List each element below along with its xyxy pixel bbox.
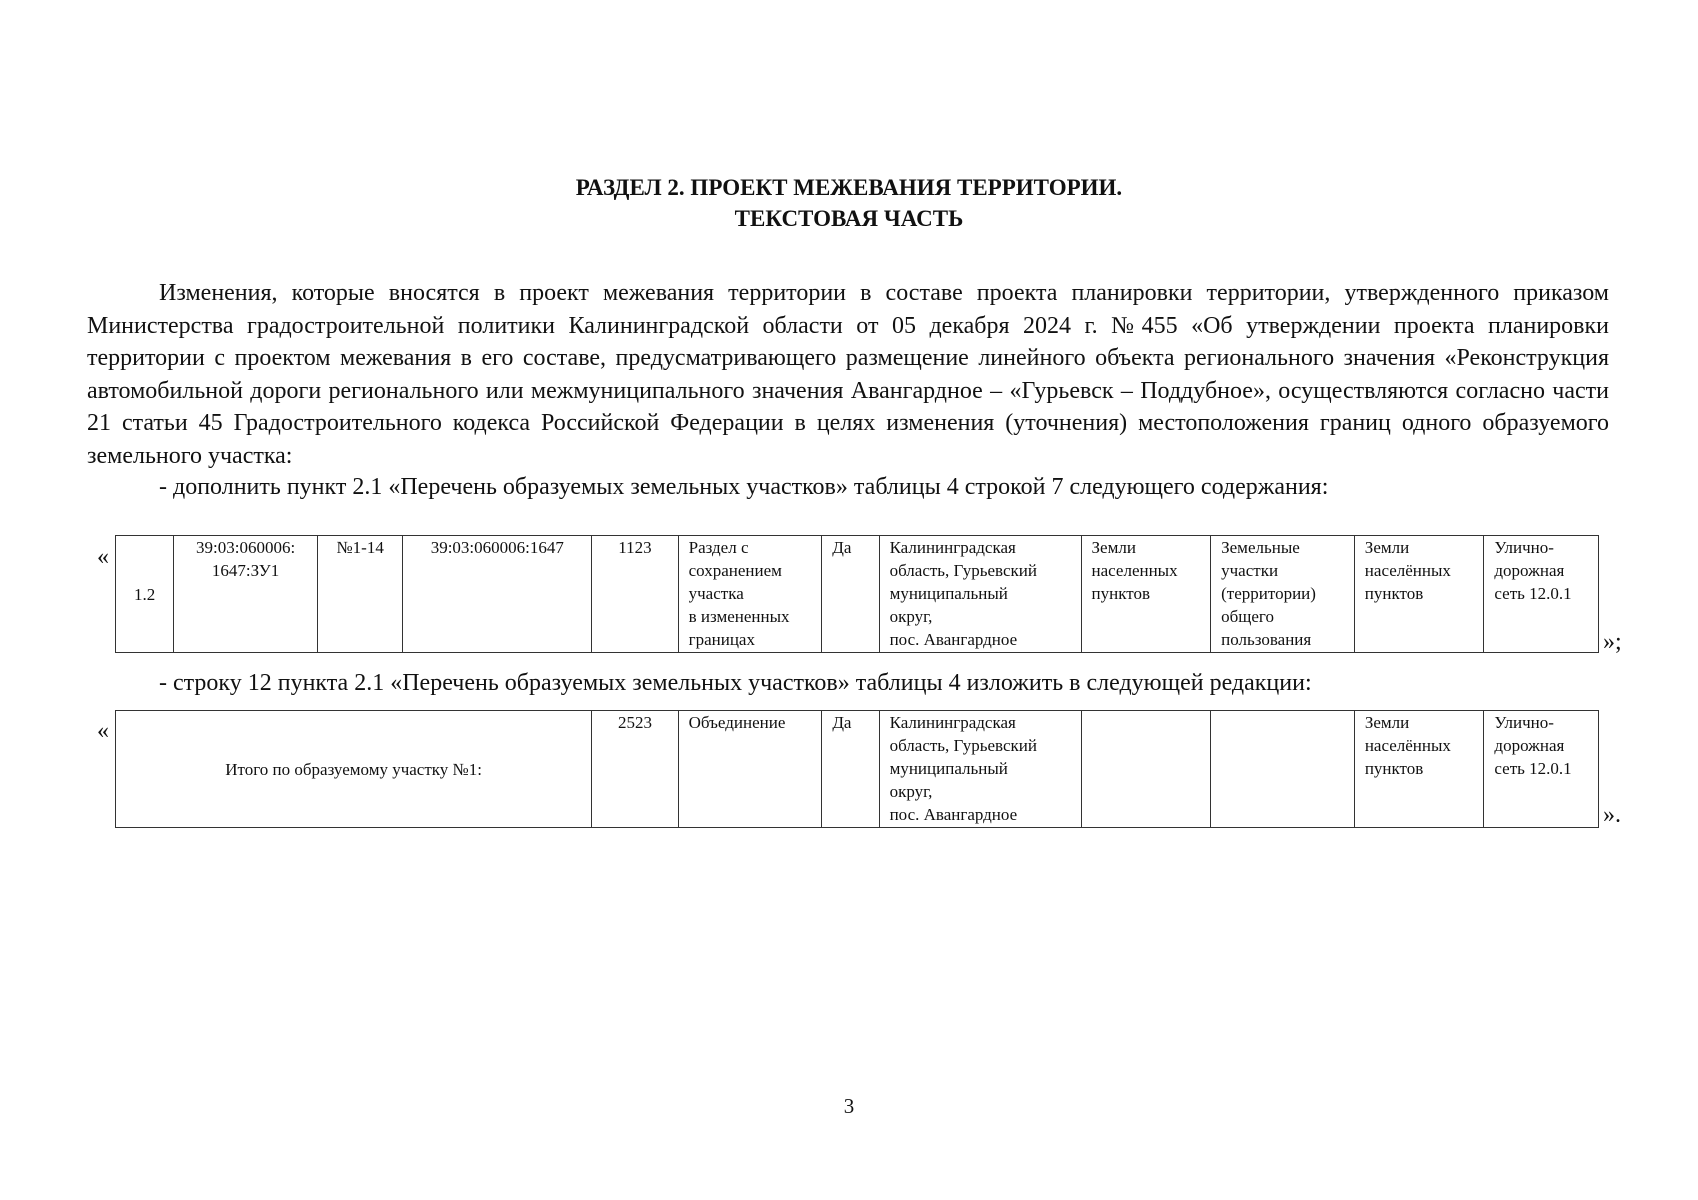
cell-total-label: Итого по образуемому участку №1: <box>116 711 592 828</box>
cell-permitted-use-before <box>1211 711 1355 828</box>
table-row <box>116 711 1599 828</box>
cell-land-category-before: Земли населенных пунктов <box>1081 536 1211 653</box>
cell-permitted-use-before: Земельные участки (территории) общего пользования <box>1211 536 1355 653</box>
cell-area: 1123 <box>592 536 678 653</box>
cell-land-category-before <box>1081 711 1211 828</box>
cell-boundary-points: №1-14 <box>317 536 402 653</box>
cell-area: 2523 <box>592 711 678 828</box>
cell-land-category-after: Земли населённых пунктов <box>1354 536 1484 653</box>
intro-block <box>87 277 1609 472</box>
page-number: 3 <box>843 1094 855 1118</box>
cell-formation-method: Объединение <box>678 711 822 828</box>
table-row <box>116 536 1599 653</box>
cell-flag: Да <box>822 711 879 828</box>
cell-flag: Да <box>822 536 879 653</box>
table2-open-quote: « <box>97 718 109 744</box>
cell-source-parcel: 39:03:060006:1647 <box>403 536 592 653</box>
instruction-add-row: - дополнить пункт 2.1 «Перечень образуемых земельных участков» таблицы 4 строкой 7 следующего содержания: <box>159 474 1329 500</box>
table2-close-quote: ». <box>1603 802 1621 828</box>
cell-land-category-after: Земли населённых пунктов <box>1354 711 1484 828</box>
cell-address: Калининградская область, Гурьевский муниципальный округ, пос. Авангардное <box>879 711 1081 828</box>
section-title-line-2: ТЕКСТОВАЯ ЧАСТЬ <box>734 206 964 231</box>
cell-formation-method: Раздел с сохранением участка в измененных границах <box>678 536 822 653</box>
cell-permitted-use-after: Улично- дорожная сеть 12.0.1 <box>1484 536 1599 653</box>
cell-parcel-designation: 39:03:060006: 1647:ЗУ1 <box>174 536 318 653</box>
cell-row-number: 1.2 <box>116 536 174 653</box>
table1-close-quote: »; <box>1603 629 1622 655</box>
table1-open-quote: « <box>97 544 109 570</box>
cell-permitted-use-after: Улично- дорожная сеть 12.0.1 <box>1484 711 1599 828</box>
table-added-row <box>115 535 1599 653</box>
section-title-line-1: РАЗДЕЛ 2. ПРОЕКТ МЕЖЕВАНИЯ ТЕРРИТОРИИ. <box>575 175 1123 200</box>
cell-address: Калининградская область, Гурьевский муниципальный округ, пос. Авангардное <box>879 536 1081 653</box>
intro-paragraph: Изменения, которые вносятся в проект межевания территории в составе проекта планировки территории, утвержденного приказом Министерства градостроительной политики Калининградской области от 05 декабря 2024 г. №455 «Об утверждении проекта планировки территории с проектом межевания в его составе, предусматривающего размещение линейного объекта регионального значения «Реконструкция автомобильной дороги регионального или межмуниципального значения Авангардное – «Гурьевск – Поддубное», осуществляются согласно части 21 статьи 45 Градостроительного кодекса Российской Федерации в целях изменения (уточнения) местоположения границ одного образуемого земельного участка: <box>87 280 1609 469</box>
section-title <box>0 172 1698 234</box>
table-replaced-row <box>115 710 1599 828</box>
instruction-replace-row: - строку 12 пункта 2.1 «Перечень образуемых земельных участков» таблицы 4 изложить в следующей редакции: <box>159 670 1312 696</box>
